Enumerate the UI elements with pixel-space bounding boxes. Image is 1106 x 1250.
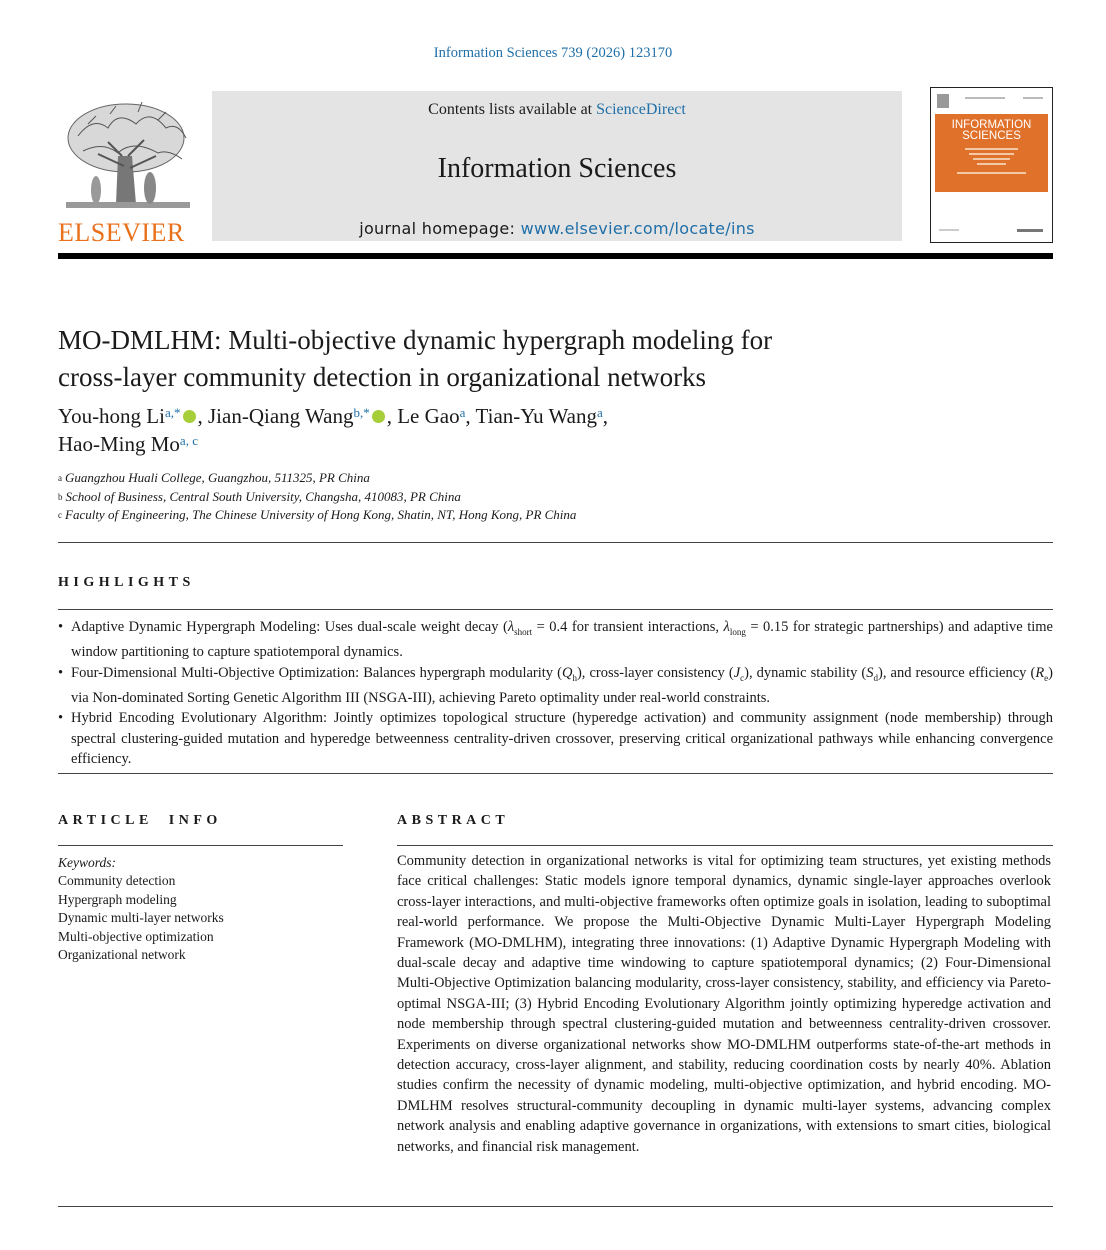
author-name[interactable]: Jian-Qiang Wang [208,404,354,428]
keyword-item[interactable]: Multi-objective optimization [58,928,214,944]
keywords-block [58,854,343,964]
paper-title-line1: MO-DMLHM: Multi-objective dynamic hypergraph modeling for [58,325,773,355]
cover-fine-print-icon [935,146,1048,192]
highlight-item: • Adaptive Dynamic Hypergraph Modeling: Uses dual-scale weight decay ($\lambda_{short} = 0.4$ for transient interactions, $\lambda_{long} = 0.15$ for strategic partnerships) and adaptive time window partitioning to capture spatiotemporal dynamics. [58,617,1053,663]
affiliation-list [58,469,1048,525]
keyword-item[interactable]: Hypergraph modeling [58,891,177,907]
author-name[interactable]: You-hong Li [58,404,165,428]
keyword-item[interactable]: Community detection [58,873,176,889]
cover-title-line1: INFORMATION [951,119,1032,131]
author-name[interactable]: Tian-Yu Wang [475,404,597,428]
journal-citation[interactable]: Information Sciences 739 (2026) 123170 [433,45,673,61]
contents-prefix: Contents lists available at [428,101,597,118]
author-list: You-hong $Li^{a,*}$ , Jian-Qiang Wang$^{b,*}$ , Le Gao$^a$, Tian-Yu Wang$^a$, Hao-Ming Mo$^{a, c}$ [58,404,608,456]
divider [58,1206,1053,1207]
highlight-item: • Hybrid Encoding Evolutionary Algorithm: Jointly optimizes topological structure (hyperedge activation) and community assignment (node membership) through spectral clustering-guided mutation and hyperedge betweenness centrality-driven crossover, preserving critical organizational pathways while enhancing convergence efficiency. [58,708,1053,769]
cover-title [935,120,1048,142]
elsevier-tree-icon [58,96,198,218]
highlights-heading: HIGHLIGHTS [58,575,195,590]
affiliation-item [58,488,1048,507]
highlight-item: • Four-Dimensional Multi-Objective Optimization: Balances hypergraph modularity $(Q_h)$, cross-layer consistency $(J_c)$, dynamic stability $(S_d)$, and resource efficiency $(R_e)$ via Non-dominated Sorting Genetic Algorithm III (NSGA-III), achieving Pareto optimality under real-world constraints. [58,663,1053,709]
elsevier-logo[interactable] [58,96,198,246]
sciencedirect-link[interactable]: ScienceDirect [596,101,686,118]
author-affil-mark[interactable]: b,* [353,405,370,420]
cover-mini-logo-icon [935,92,1048,112]
divider [58,845,343,846]
affiliation-mark: a [58,473,62,483]
elsevier-wordmark: ELSEVIER [58,218,185,247]
author-affil-mark[interactable]: a,* [164,405,181,420]
affiliation-item [58,469,1048,488]
highlights-list [58,617,1053,770]
author-affil-mark[interactable]: a [459,405,466,420]
journal-header-box [212,91,902,241]
cover-title-block [935,114,1048,192]
journal-title: Information Sciences [437,153,677,184]
keyword-item[interactable]: Dynamic multi-layer networks [58,910,224,926]
affiliation-text: Faculty of Engineering, The Chinese University of Hong Kong, Shatin, NT, Hong Kong, PR China [65,507,577,522]
homepage-line [212,219,902,238]
author-affil-mark[interactable]: a [596,405,603,420]
cover-footer-icon [935,226,1048,238]
affiliation-text: School of Business, Central South University, Changsha, 410083, PR China [65,488,461,504]
divider [397,845,1053,846]
article-info-heading: ARTICLE INFO [58,813,222,828]
cover-title-line2: SCIENCES [962,130,1021,142]
paper-title [58,322,1048,396]
keyword-item[interactable]: Organizational network [58,947,186,963]
affiliation-mark: b [58,491,63,502]
affiliation-mark: c [58,510,62,520]
divider [58,773,1053,774]
divider [58,542,1053,543]
homepage-link[interactable]: www.elsevier.com/locate/ins [520,219,755,238]
paper-title-line2: cross-layer community detection in organizational networks [58,362,707,392]
affiliation-text: Guangzhou Huali College, Guangzhou, 511325, PR China [65,470,370,485]
orcid-icon[interactable] [183,410,196,423]
affiliation-item [58,506,1048,525]
keywords-label: Keywords: [58,855,116,870]
orcid-icon[interactable] [372,410,385,423]
journal-cover-thumbnail[interactable] [930,87,1053,243]
abstract-heading: ABSTRACT [397,813,510,828]
abstract-text: Community detection in organizational networks is vital for optimizing team structures, yet existing methods face critical challenges: Static models ignore temporal dynamics, dynamic single-layer approaches overlook cross-layer interactions, and multi-objective frameworks often optimize goals in isolation, leading to suboptimal real-world performance. We propose the Multi-Objective Dynamic Multi-Layer Hypergraph Modeling Framework (MO-DMLHM), integrating three innovations: (1) Adaptive Dynamic Hypergraph Modeling with dual-scale decay and adaptive time windowing to capture spatiotemporal dynamics; (2) Four-Dimensional Multi-Objective Optimization balancing modularity, cross-layer consistency, stability, and efficiency via Pareto-optimal NSGA-III; (3) Hybrid Encoding Evolutionary Algorithm jointly optimizing hyperedge activation and node membership through spectral clustering-guided mutation and betweenness centrality-driven crossover. Experiments on diverse organizational networks show MO-DMLHM outperforms state-of-the-art methods in detection accuracy, cross-layer alignment, and stability, reducing coordination costs by nearly 40%. Ablation studies confirm the necessity of dynamic modeling, multi-objective optimization, and hybrid encoding. MO-DMLHM resolves structural-community decoupling in dynamic multi-layer systems, advancing complex network analysis and enabling adaptive governance in organizations, with extensions to smart cities, biological networks, and financial risk management. [397,853,1051,1155]
divider [58,609,1053,610]
header-rule [58,253,1053,259]
author-name[interactable]: Hao-Ming Mo [58,432,180,456]
contents-line [212,101,902,119]
author-name[interactable]: Le Gao [397,404,460,428]
homepage-prefix: journal homepage: [359,219,521,238]
author-affil-mark[interactable]: a, c [179,433,198,448]
